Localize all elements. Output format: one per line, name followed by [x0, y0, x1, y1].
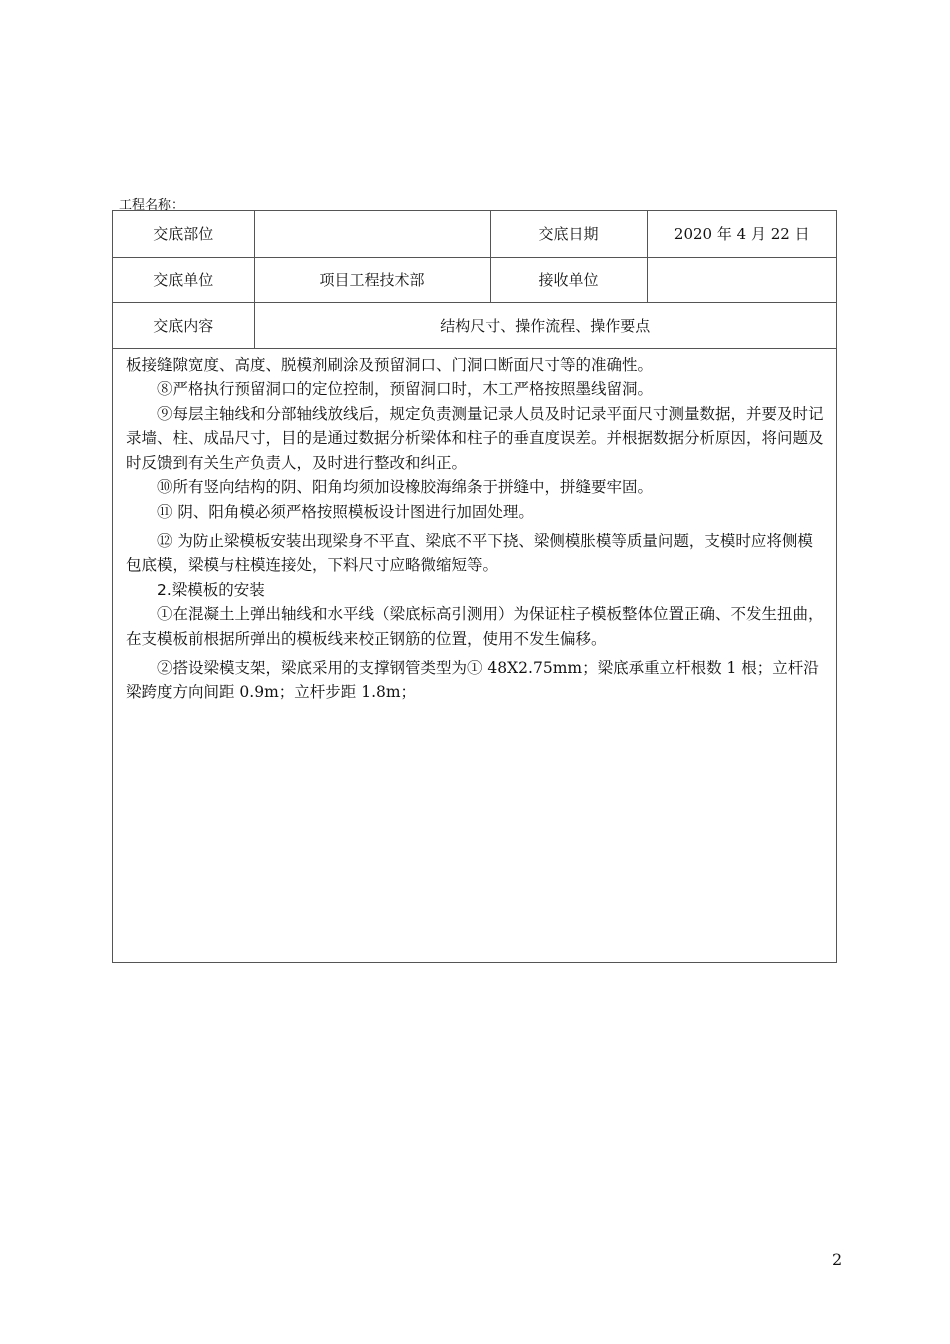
receiver-label: 接收单位	[490, 257, 647, 302]
paragraph: ⑩所有竖向结构的阴、阳角均须加设橡胶海绵条于拼缝中，拼缝要牢固。	[157, 478, 654, 497]
paragraph: ①在混凝土上弹出轴线和水平线（梁底标高引测用）为保证柱子模板整体位置正确、不发生扭曲，在支模板前根据所弹出的模板线来校正钢筋的位置，使用不发生偏移。	[126, 605, 824, 649]
content-label: 交底内容	[113, 302, 254, 348]
section-heading: 2.梁模板的安装	[157, 580, 265, 599]
date-value: 2020 年 4 月 22 日	[647, 211, 836, 257]
disclosure-table	[112, 210, 837, 963]
content-body	[113, 349, 836, 705]
part-label: 交底部位	[113, 211, 254, 257]
page-number: 2	[832, 1250, 843, 1269]
paragraph: ⑪ 阴、阳角模必须严格按照模板设计图进行加固处理。	[157, 503, 534, 522]
unit-value: 项目工程技术部	[254, 257, 490, 302]
unit-label: 交底单位	[113, 257, 254, 302]
header-row	[113, 211, 836, 257]
paragraph: ⑧严格执行预留洞口的定位控制，预留洞口时，木工严格按照墨线留洞。	[157, 380, 654, 399]
paragraph: ⑨每层主轴线和分部轴线放线后，规定负责测量记录人员及时记录平面尺寸测量数据，并要及时记录墙、柱、成品尺寸，目的是通过数据分析梁体和柱子的垂直度误差。并根据数据分析原因，将问题及时反馈到有关生产负责人，及时进行整改和纠正。	[126, 404, 824, 472]
part-value	[254, 211, 490, 257]
receiver-value	[647, 257, 836, 302]
header-row	[113, 302, 836, 348]
header-row	[113, 257, 836, 302]
project-name-label: 工程名称：	[119, 198, 185, 213]
header-table	[113, 211, 836, 349]
date-label: 交底日期	[490, 211, 647, 257]
paragraph: ⑫ 为防止梁模板安装出现梁身不平直、梁底不平下挠、梁侧模胀模等质量问题，支模时应将侧模包底模，梁模与柱模连接处，下料尺寸应略微缩短等。	[126, 531, 813, 575]
paragraph: 板接缝隙宽度、高度、脱模剂刷涂及预留洞口、门洞口断面尺寸等的准确性。	[126, 355, 654, 374]
paragraph: ②搭设梁模支架，梁底采用的支撑钢管类型为① 48X2.75mm；梁底承重立杆根数 1 根；立杆沿梁跨度方向间距 0.9m；立杆步距 1.8m；	[126, 658, 819, 702]
content-value: 结构尺寸、操作流程、操作要点	[254, 302, 836, 348]
